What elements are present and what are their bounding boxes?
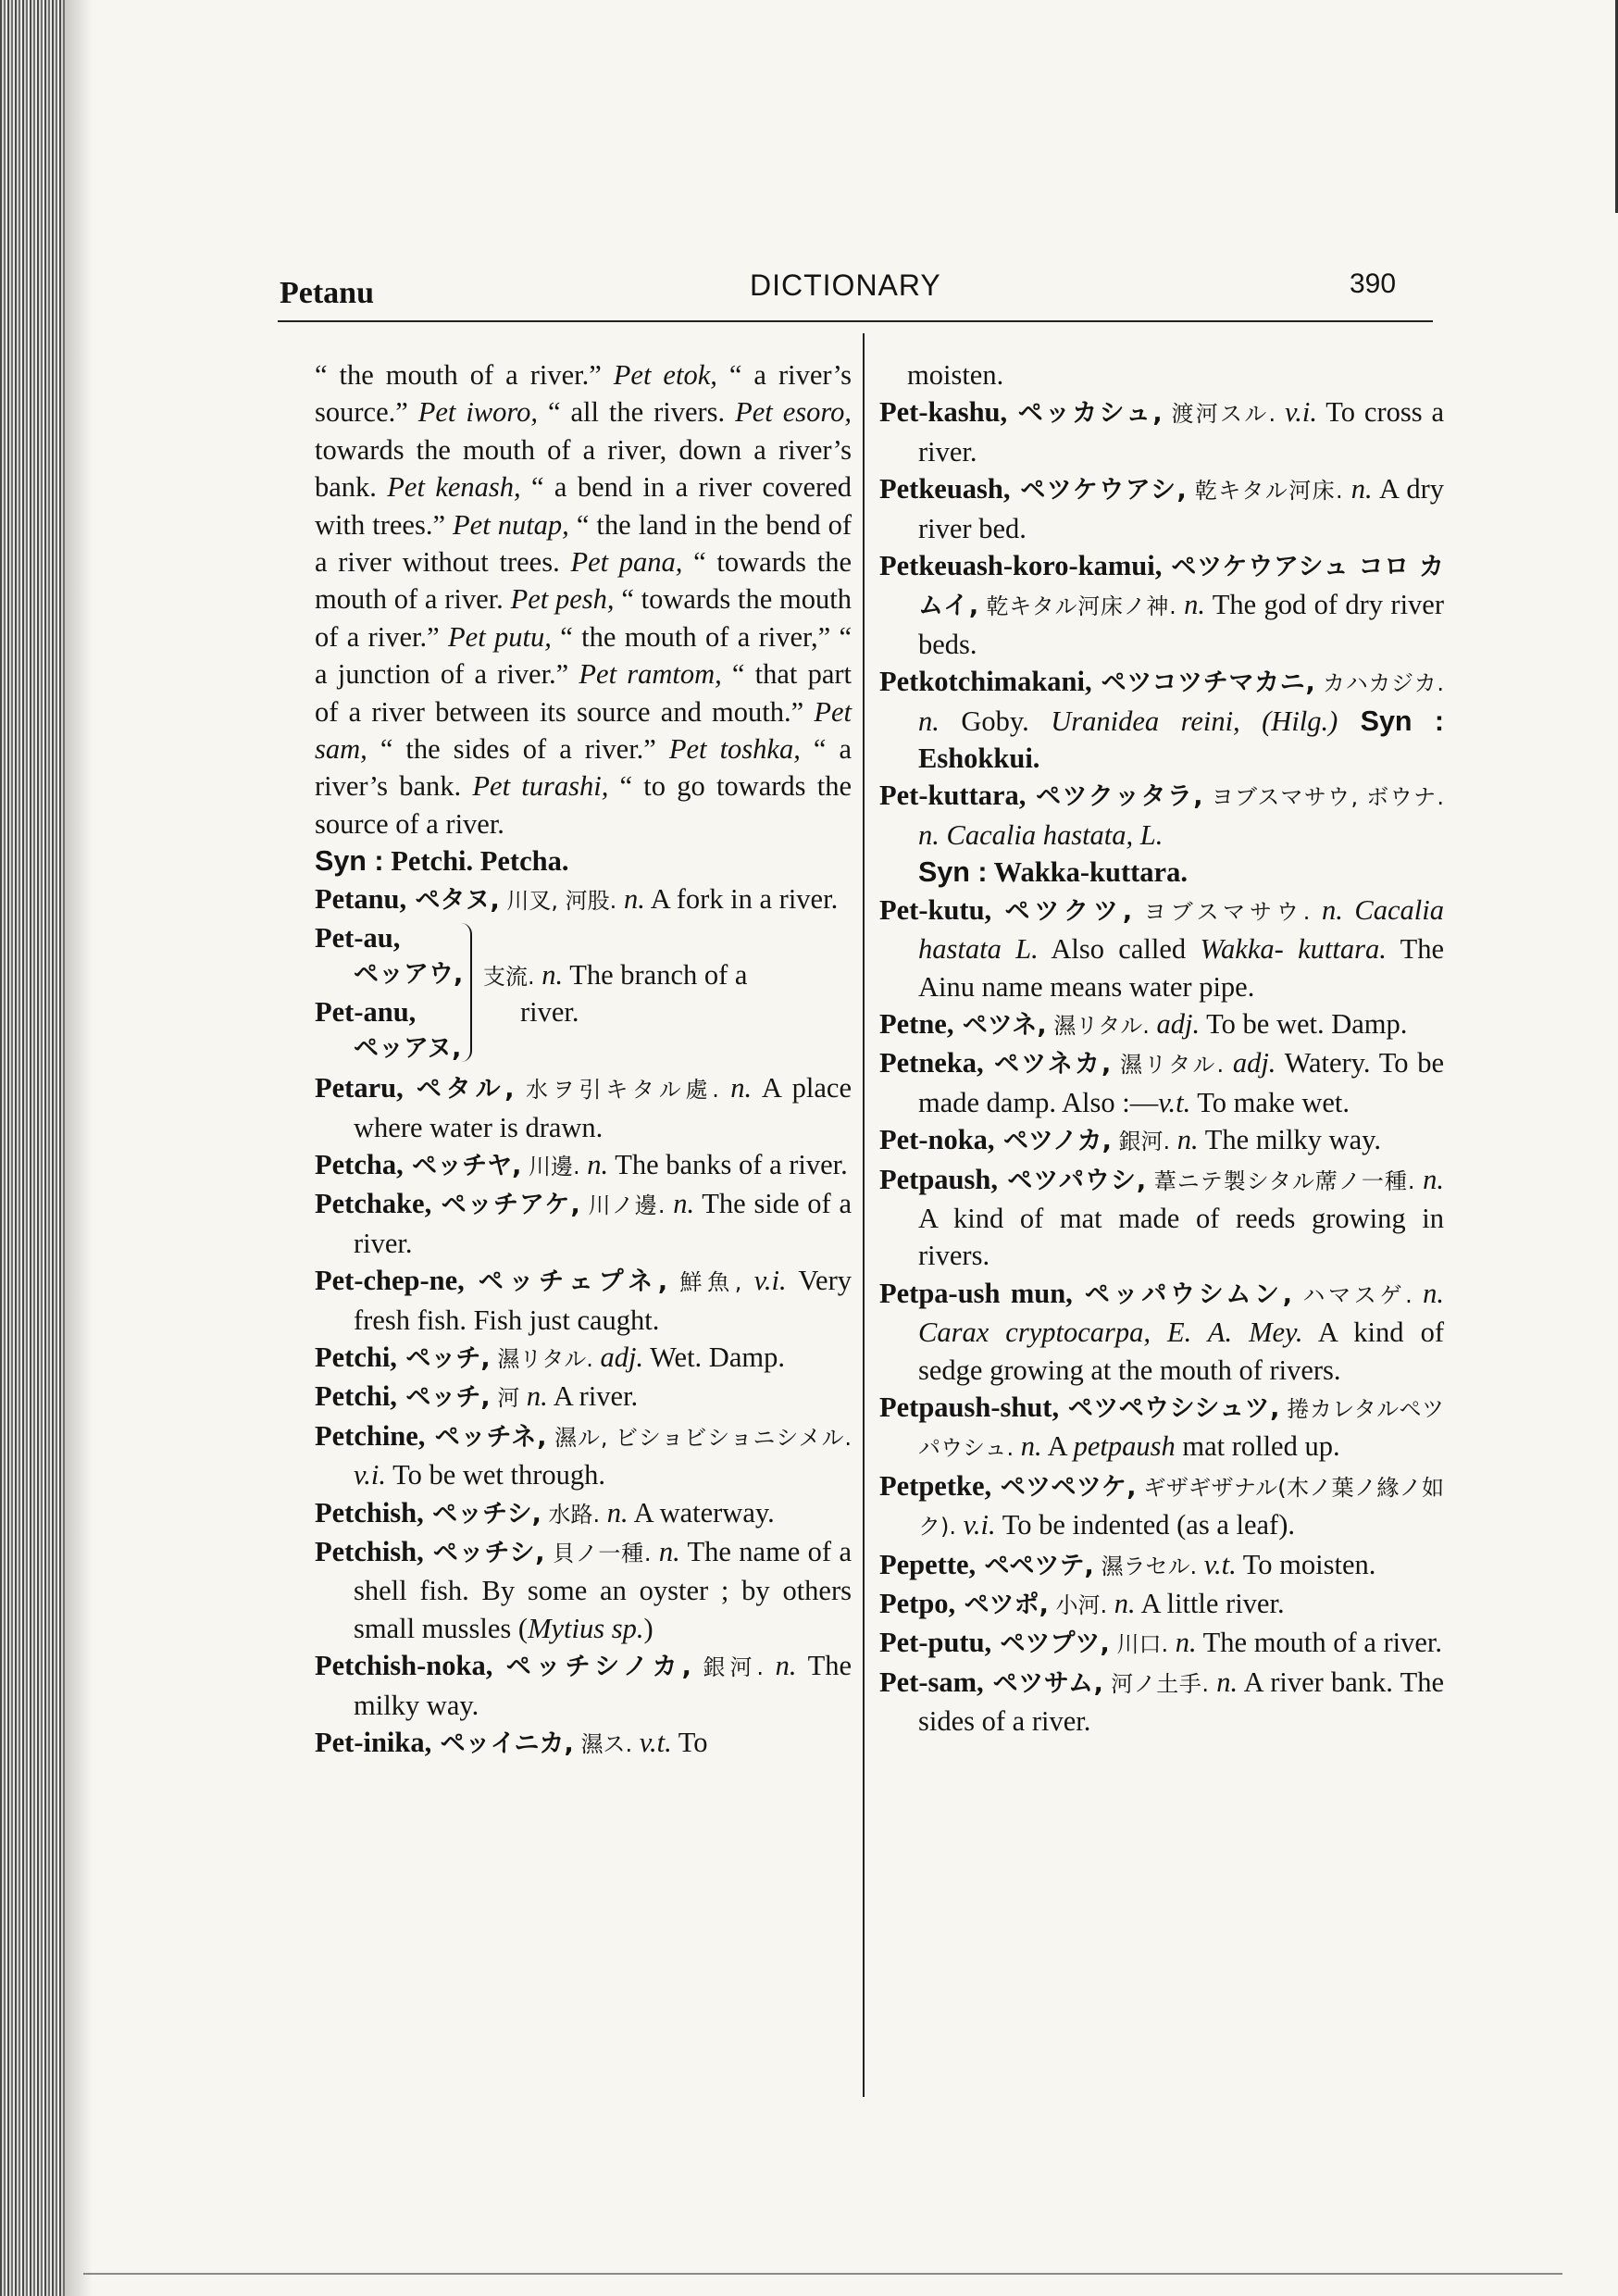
entry-petkotchimakani: Petkotchimakani, ペツコツチマカニ, カハカジカ. n. Goby. Uranidea reini, (Hilg.) Syn : Eshokkui. [879,666,1445,775]
headword-pet-anu: Pet-anu, [315,996,417,1029]
entry-pet-putu: Pet-putu, ペツプツ, 川口. n. The mouth of a river. [879,1627,1442,1659]
pet-au-definition-cont: river. [520,996,579,1029]
entry-petchish-waterway: Petchish, ペッチシ, 水路. n. A waterway. [315,1496,775,1529]
dictionary-title: DICTIONARY [750,268,941,302]
entry-pet-kuttara: Pet-kuttara, ペツクッタラ, ヨブスマサウ, ボウナ. n. Cacalia hastata, L. Syn : Wakka-kuttara. [879,780,1445,889]
book-binding-edge [0,0,65,2296]
entry-petpo: Petpo, ペツポ, 小河. n. A little river. [879,1588,1285,1619]
entry-petanu: Petanu, ペタヌ, 川叉, 河股. n. A fork in a river. [315,882,839,915]
binding-shadow [65,0,93,2296]
left-column [315,356,852,1763]
entry-petaru: Petaru, ペタル, 水ヲ引キタル處. n. A place where water is drawn. [315,1072,852,1143]
entry-pet-kutu: Pet-kutu, ペツクツ, ヨブスマサウ. n. Cacalia hastata L. Also called Wakka- kuttara. The Ainu name means water pipe. [879,893,1445,1003]
entry-pet-kashu: Pet-kashu, ペッカシュ, 渡河スル. v.i. To cross a river. [879,396,1445,468]
entry-petne: Petne, ペツネ, 濕リタル. adj. To be wet. Damp. [879,1007,1408,1040]
entry-continuation-moisten: moisten. [907,359,1004,391]
page-bottom-edge [83,2273,1562,2275]
entry-pet-noka: Pet-noka, ペツノカ, 銀河. n. The milky way. [879,1124,1381,1156]
running-head [278,268,1435,315]
entry-pet-inika: Pet-inika, ペッイニカ, 濕ス. v.t. To [315,1727,708,1758]
pet-au-definition: 支流. n. The branch of a [483,959,748,992]
entry-petkeuash: Petkeuash, ペツケウアシ, 乾キタル河床. n. A dry river bed. [879,473,1444,544]
entry-petpa-ush-mun: Petpa-ush mun, ペッパウシムン, ハマスゲ. n. Carax cryptocarpa, E. A. Mey. A kind of sedge growing at the mouth of rivers. [879,1277,1445,1386]
entry-petpaush-shut: Petpaush-shut, ペツペウシシュツ, 捲カレタルペツパウシュ. n. A petpaush mat rolled up. [879,1391,1444,1463]
entry-continuation-pet: “ the mouth of a river.” Pet etok, “ a river’s source.” Pet iworo, “ all the rivers. Pet esoro, towards the mouth of a river, down a river’s bank. Pet kenash, “ a bend in a river covered with trees.” Pet nutap, “ the land in the bend of a river without trees. Pet pana, “ towards the mouth of a river. Pet pesh, “ towards the mouth of a river.” Pet putu, “ the mouth of a river,” “ a junction of a river.” Pet ramtom, “ that part of a river between its source and mouth.” Pet sam, “ the sides of a river.” Pet toshka, “ a river’s bank. Pet turashi, “ to go towards the source of a river. [315,359,853,840]
synonym-line: Syn : Petchi. Petcha. [315,845,569,878]
header-rule [278,320,1433,322]
entry-petchake: Petchake, ペッチアケ, 川ノ邊. n. The side of a river. [315,1188,852,1259]
entry-pet-au-group [315,919,852,1069]
entry-petchi-river: Petchi, ペッチ, 河 n. A river. [315,1380,639,1413]
entry-petchish-shellfish: Petchish, ペッチシ, 貝ノ一種. n. The name of a shell fish. By some an oyster ; by others small mussles (Mytius sp.) [315,1535,852,1644]
column-rule [863,333,865,2097]
entry-petpaush: Petpaush, ペツパウシ, 葦ニテ製シタル蓆ノ一種. n. A kind of mat made of reeds growing in rivers. [879,1163,1444,1272]
entry-petcha: Petcha, ペッチヤ, 川邊. n. The banks of a river. [315,1148,848,1180]
kana-pet-anu: ペッアヌ, [354,1034,462,1064]
headword-pet-au: Pet-au, [315,922,401,955]
guide-word: Petanu [280,276,374,310]
right-column [879,356,1444,1741]
entry-petchish-noka: Petchish-noka, ペッチシノカ, 銀河. n. The milky way. [315,1650,852,1721]
entry-petkeuash-koro-kamui: Petkeuash-koro-kamui, ペツケウアシュ コロ カムイ, 乾キタル河床ノ神. n. The god of dry river beds. [879,550,1444,660]
entry-petchi-wet: Petchi, ペッチ, 濕リタル. adj. Wet. Damp. [315,1341,785,1373]
entry-pet-chep-ne: Pet-chep-ne, ペッチェプネ, 鮮魚, v.i. Very fresh fish. Fish just caught. [315,1265,852,1336]
entry-petneka: Petneka, ペツネカ, 濕リタル. adj. Watery. To be made damp. Also :—v.t. To make wet. [879,1047,1444,1118]
entry-petpetke: Petpetke, ペツペツケ, ギザギザナル(木ノ葉ノ緣ノ如ク). v.i. To be indented (as a leaf). [879,1469,1444,1541]
brace-mark [454,923,472,1062]
entry-pet-sam: Pet-sam, ペツサム, 河ノ土手. n. A river bank. The sides of a river. [879,1666,1445,1738]
entry-petchine: Petchine, ペッチネ, 濕ル, ビショビショニシメル. v.i. To be wet through. [315,1419,852,1491]
entry-pepette: Pepette, ペペツテ, 濕ラセル. v.t. To moisten. [879,1548,1376,1580]
kana-pet-au: ペッアウ, [354,960,464,990]
page-number: 390 [1350,268,1397,299]
